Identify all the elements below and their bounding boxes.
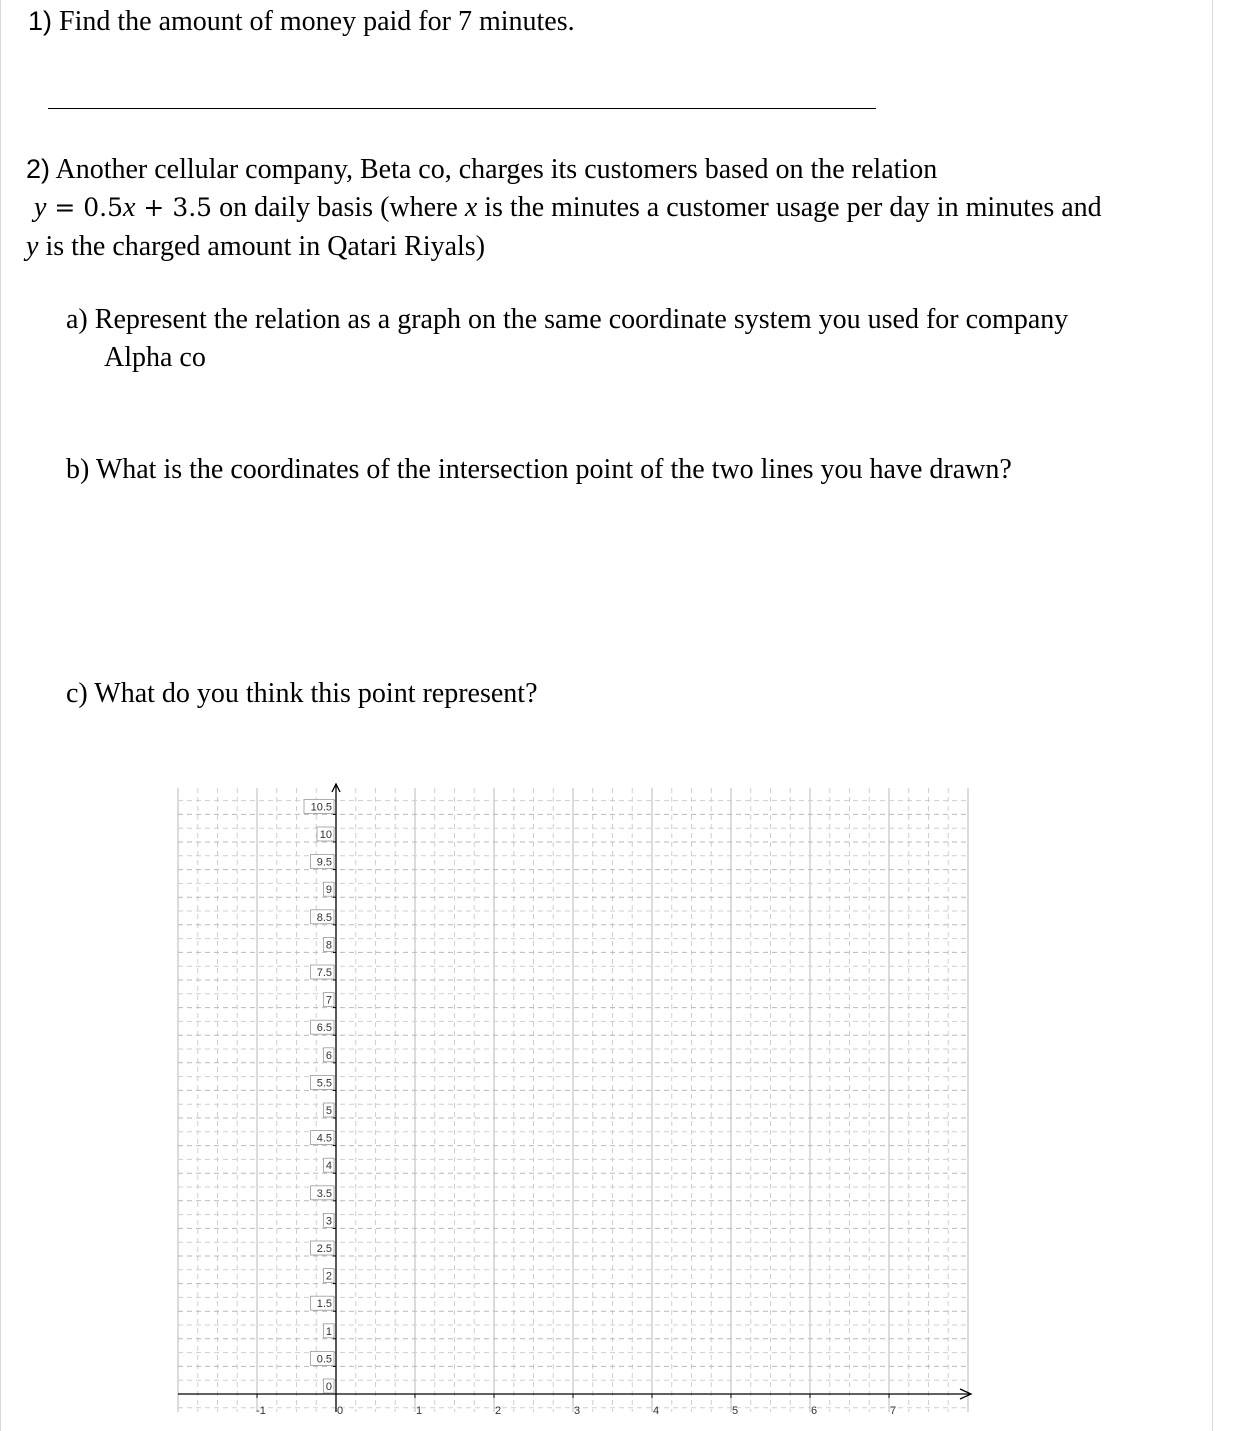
question-2-text-c: is the charged amount in Qatari Riyals) [38, 231, 486, 262]
y-tick-label: 2.5 [316, 1243, 332, 1255]
part-c-label: c) [66, 678, 88, 709]
x-tick-label: 4 [652, 1405, 660, 1417]
equation-constant: 3.5 [172, 193, 213, 222]
y-tick-label: 5.5 [316, 1077, 332, 1090]
part-a-line-2: Alpha co [104, 342, 206, 373]
question-1-text: Find the amount of money paid for 7 minutes. [59, 6, 575, 37]
y-tick-label: 7.5 [316, 967, 332, 979]
y-tick-label: 8 [325, 939, 332, 952]
y-tick-label: 1.5 [316, 1298, 332, 1311]
y-tick-label: 10.5 [310, 801, 332, 814]
y-axis-labels [304, 799, 336, 1394]
x-tick-label: 2 [494, 1405, 502, 1417]
equation-coefficient: 0.5 [83, 193, 124, 222]
part-b-label: b) [66, 454, 90, 485]
x-tick-label: 1 [415, 1405, 423, 1417]
equation-plus: + [135, 193, 173, 222]
question-2-number: 2) [26, 154, 51, 184]
question-2-intro: Another cellular company, Beta co, charges its customers based on the relation [55, 154, 938, 185]
equation-y: y [34, 192, 47, 223]
y-tick-label: 10 [319, 829, 332, 841]
y-tick-label: 3.5 [316, 1187, 332, 1200]
y-tick-label: 3 [325, 1215, 332, 1228]
y-tick-label: 8.5 [316, 911, 332, 924]
part-a-text: Represent the relation as a graph on the same coordinate system you used for company [94, 304, 1069, 335]
equation-equals: = [46, 193, 84, 222]
y-tick-label: 4.5 [316, 1132, 332, 1145]
y-tick-label: 6.5 [316, 1022, 332, 1035]
y-tick-label: 6 [325, 1049, 332, 1062]
part-a-label: a) [66, 304, 88, 335]
question-2-text-a: on daily basis (where [212, 192, 465, 223]
y-tick-label: 2 [325, 1270, 332, 1283]
y-tick-label: 1 [325, 1325, 332, 1338]
question-1-number: 1) [28, 6, 53, 36]
equation-x: x [123, 192, 136, 223]
x-tick-label: 5 [731, 1405, 739, 1417]
part-b-text: What is the coordinates of the intersection point of the two lines you have drawn? [95, 454, 1012, 485]
y-tick-label: 5 [325, 1105, 332, 1117]
question-2-text-b: is the minutes a customer usage per day in minutes and [477, 192, 1102, 223]
y-tick-label: 0 [325, 1381, 332, 1393]
y-tick-label: 4 [325, 1160, 332, 1173]
y-tick-label: 0.5 [316, 1353, 332, 1366]
x-tick-label: 7 [889, 1405, 897, 1417]
y-tick-label: 9.5 [316, 856, 332, 869]
y-tick-label: 7 [325, 994, 332, 1007]
variable-y: y [26, 231, 39, 262]
x-axis-labels [256, 1394, 896, 1417]
x-tick-label: 6 [810, 1405, 818, 1417]
x-tick-label: 0 [336, 1405, 344, 1417]
x-tick-label: -1 [256, 1405, 266, 1417]
part-c-text: What do you think this point represent? [94, 678, 538, 709]
x-tick-label: 3 [573, 1405, 581, 1417]
variable-x: x [464, 192, 478, 223]
y-tick-label: 9 [325, 884, 332, 897]
grid-lines [178, 788, 968, 1412]
